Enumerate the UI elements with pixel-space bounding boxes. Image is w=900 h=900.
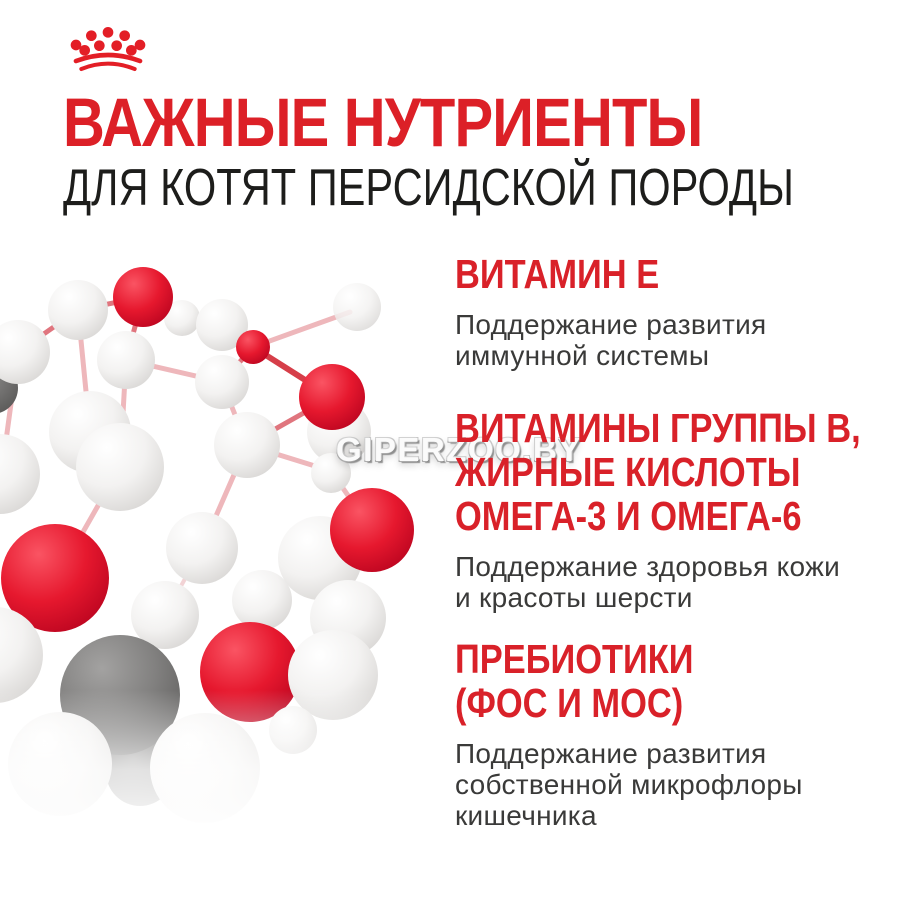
royal-canin-crown-logo bbox=[68, 24, 148, 78]
nutrient-heading-line: ЖИРНЫЕ КИСЛОТЫ bbox=[455, 449, 801, 495]
nutrient-description bbox=[455, 309, 895, 371]
nutrient-description-line: Поддержание развития bbox=[455, 309, 767, 340]
nutrient-block-vitamins-b-omega bbox=[455, 406, 895, 613]
nutrient-description bbox=[455, 551, 895, 613]
nutrient-heading bbox=[455, 637, 825, 725]
nutrient-heading bbox=[455, 252, 825, 296]
watermark: GIPERZOO.BY bbox=[336, 431, 582, 468]
nutrient-heading-line: ВИТАМИНЫ ГРУППЫ В, bbox=[455, 405, 861, 451]
nutrient-description-line: Поддержание здоровья кожи bbox=[455, 551, 841, 582]
nutrient-description-line: собственной микрофлоры bbox=[455, 769, 803, 800]
nutrient-block-prebiotics bbox=[455, 637, 895, 831]
nutrient-heading-line: ВИТАМИН Е bbox=[455, 251, 660, 297]
nutrient-description bbox=[455, 738, 895, 831]
nutrient-heading bbox=[455, 405, 861, 539]
nutrient-description-line: Поддержание развития bbox=[455, 738, 767, 769]
nutrient-heading-line: ОМЕГА-3 И ОМЕГА-6 bbox=[455, 493, 802, 539]
page-title: ВАЖНЫЕ НУТРИЕНТЫ bbox=[63, 84, 703, 161]
nutrient-description-line: и красоты шерсти bbox=[455, 582, 693, 613]
nutrient-block-vitamin-e bbox=[455, 252, 895, 371]
molecule-illustration bbox=[0, 255, 470, 900]
nutrient-description-line: иммунной системы bbox=[455, 340, 710, 371]
nutrient-heading-line: (ФОС И МОС) bbox=[455, 680, 684, 726]
page-subtitle: ДЛЯ КОТЯТ ПЕРСИДСКОЙ ПОРОДЫ bbox=[63, 159, 794, 217]
nutrient-heading-line: ПРЕБИОТИКИ bbox=[455, 636, 694, 682]
nutrient-description-line: кишечника bbox=[455, 800, 597, 831]
